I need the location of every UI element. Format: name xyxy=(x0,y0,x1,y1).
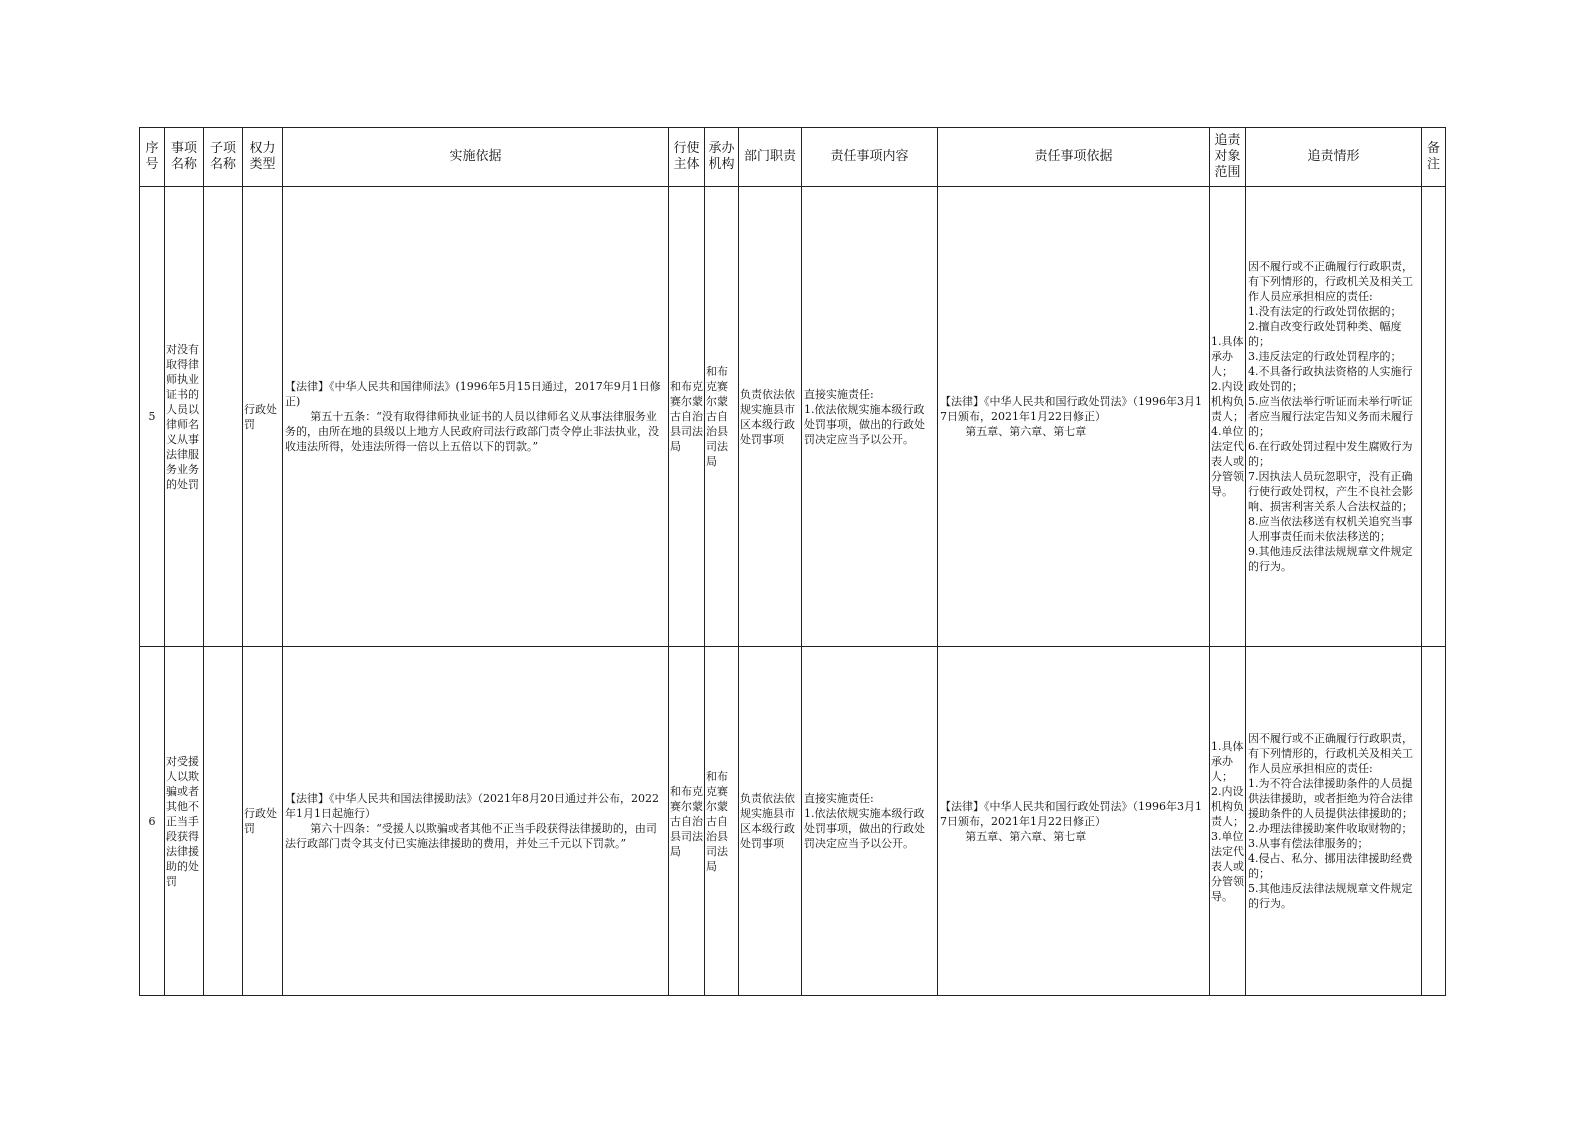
cell-department-duty: 负责依法依规实施县市区本级行政处罚事项 xyxy=(739,647,802,996)
cell-responsibility-content: 直接实施责任: 1.依法依规实施本级行政处罚事项，做出的行政处罚决定应当予以公开。 xyxy=(802,187,938,647)
cell-note xyxy=(1422,187,1446,647)
cell-handling-organ: 和布克赛尔蒙古自治县司法局 xyxy=(705,647,739,996)
cell-implementation-basis xyxy=(283,187,669,647)
header-responsibility-content: 责任事项内容 xyxy=(802,128,938,187)
cell-accountability-scope: 1.具体承办人； 2.内设机构负责人； 4.单位法定代表人或分管领导。 xyxy=(1210,187,1246,647)
table-row xyxy=(140,647,1446,996)
header-handling-organ: 承办机构 xyxy=(705,128,739,187)
cell-item-name: 对没有取得律师执业证书的人员以律师名义从事法律服务业务的处罚 xyxy=(165,187,204,647)
header-implementation-basis: 实施依据 xyxy=(283,128,669,187)
cell-accountability-situation: 因不履行或不正确履行行政职责，有下列情形的，行政机关及相关工作人员应承担相应的责任: 1.没有法定的行政处罚依据的； 2.擅自改变行政处罚种类、幅度的； 3.违反法定的行政处罚程序的； 4.不具备行政执法资格的人实施行政处罚的； 5.应当依法举行听证而未举行听证者应当履行法定告知义务而未履行的； 6.在行政处罚过程中发生腐败行为的； 7.因执法人员玩忽职守，没有正确行使行政处罚权，产生不良社会影响、损害利害关系人合法权益的； 8.应当依法移送有权机关追究当事人刑事责任而未依法移送的； 9.其他违反法律法规规章文件规定的行为。 xyxy=(1246,187,1422,647)
header-note: 备注 xyxy=(1422,128,1446,187)
basis-law-title: 【法律】《中华人民共和国律师法》(1996年5月15日通过，2017年9月1日修正) xyxy=(285,380,661,408)
resp-basis-chapters: 第五章、第六章、第七章 xyxy=(965,829,1087,843)
header-sub-item-name: 子项名称 xyxy=(204,128,243,187)
cell-responsibility-basis xyxy=(938,187,1210,647)
cell-item-name: 对受援人以欺骗或者其他不正当手段获得法律援助的处罚 xyxy=(165,647,204,996)
cell-responsibility-content: 直接实施责任: 1.依法依规实施本级行政处罚事项，做出的行政处罚决定应当予以公开。 xyxy=(802,647,938,996)
header-item-name: 事项名称 xyxy=(165,128,204,187)
resp-basis-chapters: 第五章、第六章、第七章 xyxy=(965,425,1087,438)
header-accountability-situation: 追责情形 xyxy=(1246,128,1422,187)
responsibility-list-sheet xyxy=(139,127,1446,996)
cell-seq: 6 xyxy=(140,647,165,996)
header-power-type: 权力类型 xyxy=(243,128,283,187)
cell-handling-organ: 和布克赛尔蒙古自治县司法局 xyxy=(705,187,739,647)
basis-law-title: 【法律】《中华人民共和国法律援助法》（2021年8月20日通过并公布，2022年1月1日起施行） xyxy=(285,792,659,820)
basis-article-text: 第五十五条：“没有取得律师执业证书的人员以律师名义从事法律服务业务的，由所在地的县级以上地方人民政府司法行政部门责令停止非法执业，没收违法所得，处违法所得一倍以上五倍以下的罚款。” xyxy=(285,410,659,453)
header-department-duty: 部门职责 xyxy=(739,128,802,187)
cell-sub-item-name xyxy=(204,647,243,996)
cell-accountability-scope: 1.具体承办人； 2.内设机构负责人； 3.单位法定代表人或分管领导。 xyxy=(1210,647,1246,996)
resp-basis-law-title: 【法律】《中华人民共和国行政处罚法》（1996年3月17日颁布，2021年1月22日修正） xyxy=(940,395,1202,423)
header-accountability-scope: 追责对象范围 xyxy=(1210,128,1246,187)
table-row xyxy=(140,187,1446,647)
cell-department-duty: 负责依法依规实施县市区本级行政处罚事项 xyxy=(739,187,802,647)
header-seq: 序号 xyxy=(140,128,165,187)
cell-exercising-subject: 和布克赛尔蒙古自治县司法局 xyxy=(669,647,705,996)
cell-exercising-subject: 和布克赛尔蒙古自治县司法局 xyxy=(669,187,705,647)
cell-power-type: 行政处罚 xyxy=(243,647,283,996)
basis-article-text: 第六十四条：“受援人以欺骗或者其他不正当手段获得法律援助的，由司法行政部门责令其支付已实施法律援助的费用，并处三千元以下罚款。” xyxy=(285,822,657,850)
cell-seq: 5 xyxy=(140,187,165,647)
cell-power-type: 行政处罚 xyxy=(243,187,283,647)
cell-note xyxy=(1422,647,1446,996)
cell-responsibility-basis xyxy=(938,647,1210,996)
cell-accountability-situation: 因不履行或不正确履行行政职责，有下列情形的，行政机关及相关工作人员应承担相应的责任: 1.为不符合法律援助条件的人员提供法律援助，或者拒绝为符合法律援助条件的人员提供法律援助的； 2.办理法律援助案件收取财物的； 3.从事有偿法律服务的； 4.侵占、私分、挪用法律援助经费的； 5.其他违反法律法规规章文件规定的行为。 xyxy=(1246,647,1422,996)
cell-implementation-basis xyxy=(283,647,669,996)
responsibility-table xyxy=(139,127,1446,996)
header-exercising-subject: 行使主体 xyxy=(669,128,705,187)
header-row xyxy=(140,128,1446,187)
cell-sub-item-name xyxy=(204,187,243,647)
header-responsibility-basis: 责任事项依据 xyxy=(938,128,1210,187)
resp-basis-law-title: 【法律】《中华人民共和国行政处罚法》（1996年3月17日颁布，2021年1月22日修正） xyxy=(940,799,1202,828)
